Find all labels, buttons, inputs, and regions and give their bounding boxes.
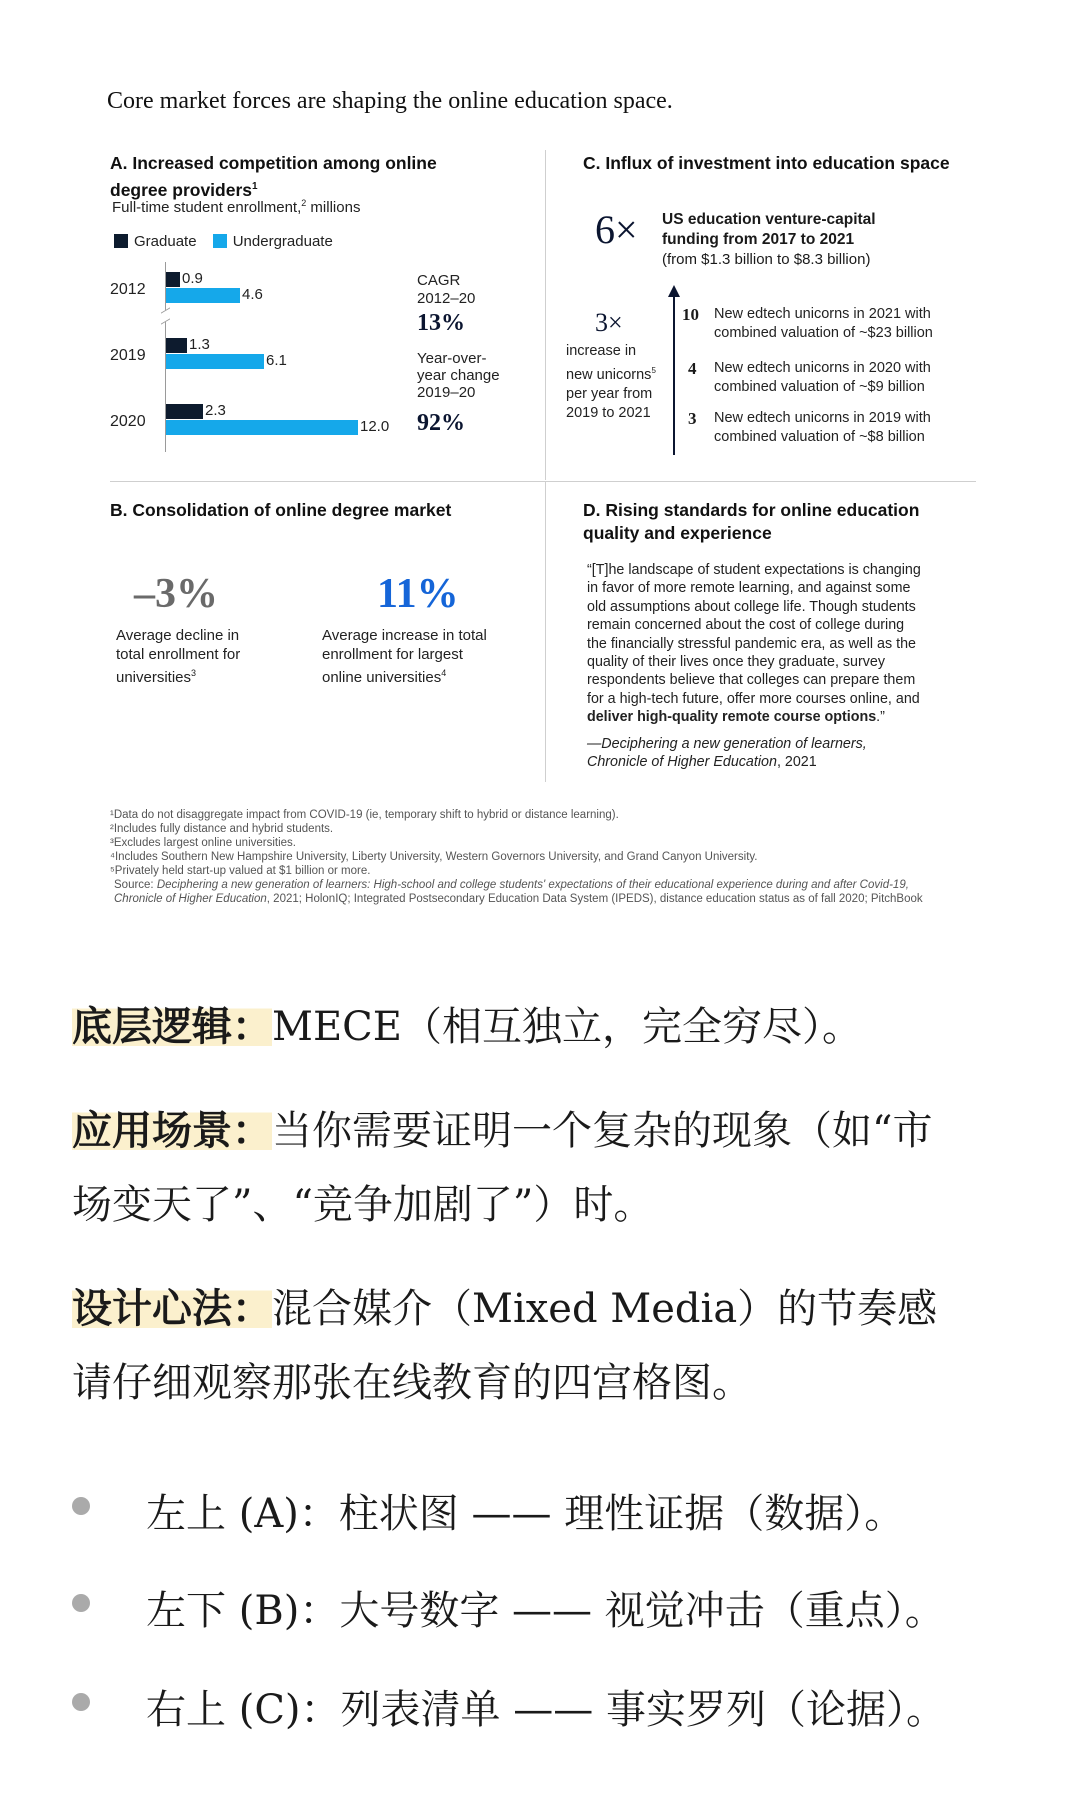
data-label: 0.9 <box>182 270 203 287</box>
panel-b-title: B. Consolidation of online degree market <box>110 500 452 520</box>
panel-a-title <box>110 152 540 202</box>
stat-increase-line3: online universities <box>322 669 442 686</box>
panel-d-title-line2: quality and experience <box>583 523 772 543</box>
source-label: Source: <box>114 879 157 891</box>
footnote-ref: 2 <box>301 198 307 208</box>
item-text <box>714 359 931 397</box>
legend-swatch-graduate <box>114 234 128 248</box>
item-line1: New edtech unicorns in 2021 with <box>714 306 931 322</box>
legend-item-undergraduate <box>213 233 333 250</box>
item-number: 10 <box>682 305 699 324</box>
quote-attribution <box>587 735 921 772</box>
note-label: 底层逻辑： <box>72 1003 272 1050</box>
headline-value: 6× <box>595 207 638 252</box>
divider-vertical-top <box>545 150 546 480</box>
divider-horizontal <box>110 481 976 482</box>
stat-increase-label <box>322 626 487 687</box>
note-text: MECE（相互独立，完全穷尽）。 <box>272 1004 862 1050</box>
bar-graduate-2020 <box>166 404 203 419</box>
quote-line: for a high-tech future, offer more courses online, and <box>587 690 920 707</box>
footnote-ref: 5 <box>651 366 656 375</box>
quote-emphasis: deliver high-quality remote course options <box>587 709 877 726</box>
footnote: ²Includes fully distance and hybrid students. <box>110 823 334 835</box>
data-label: 1.3 <box>189 336 210 353</box>
item-line2: combined valuation of ~$9 billion <box>714 379 925 395</box>
yoy-label-line1: Year-over- <box>417 350 487 367</box>
source-publication: Chronicle of Higher Education <box>114 893 267 905</box>
quote-line: old assumptions about college life. Though students <box>587 598 916 615</box>
note-text: 混合媒介（Mixed Media）的节奏感 <box>272 1286 938 1332</box>
headline-line2: funding from 2017 to 2021 <box>662 231 855 248</box>
panel-a-title-line2: degree providers <box>110 179 252 200</box>
item-text <box>714 409 931 447</box>
item-line1: New edtech unicorns in 2020 with <box>714 360 931 376</box>
panel-c-title: C. Influx of investment into education space <box>583 153 950 173</box>
quote-line: the financially stressful pandemic era, as well as the <box>587 635 916 652</box>
legend-label: Undergraduate <box>232 233 333 250</box>
data-label: 2.3 <box>205 402 226 419</box>
stat-decline-label <box>116 626 240 687</box>
note-text: 场变天了”、“竞争加剧了”）时。 <box>72 1182 654 1228</box>
legend-label: Graduate <box>134 233 197 250</box>
cagr-period: 2012–20 <box>417 290 476 307</box>
cagr-label: CAGR <box>417 272 461 289</box>
item-text <box>714 305 933 343</box>
item-line1: New edtech unicorns in 2019 with <box>714 410 931 426</box>
side-value: 3× <box>595 308 623 337</box>
side-text <box>566 342 656 423</box>
item-number: 4 <box>688 359 697 378</box>
headline-line1: US education venture-capital <box>662 211 876 228</box>
bar-undergraduate-2012 <box>166 288 240 303</box>
source-rest: , 2021; HolonIQ; Integrated Postsecondary Education Data System (IPEDS), distance education status as of fall 2020; PitchBook <box>266 893 923 905</box>
quote-line: quality of their lives once they graduate, survey <box>587 654 886 671</box>
bar-undergraduate-2019 <box>166 354 264 369</box>
panel-a-title-line1: A. Increased competition among online <box>110 153 437 173</box>
bullet-dot <box>72 1497 90 1515</box>
chart-legend <box>114 233 333 250</box>
source-line1 <box>110 878 923 892</box>
footnote-ref: 4 <box>441 668 447 678</box>
category-label: 2020 <box>110 413 146 430</box>
category-label: 2012 <box>110 281 146 298</box>
footnote-ref: 1 <box>252 181 258 192</box>
figure-title: Core market forces are shaping the online education space. <box>107 88 673 114</box>
stat-increase-value: 11% <box>377 571 459 617</box>
bullet-item: 左下 (B)：大号数字 —— 视觉冲击（重点）。 <box>146 1588 945 1634</box>
stat-increase-line1: Average increase in total <box>322 627 487 644</box>
attribution-publication: Chronicle of Higher Education <box>587 754 777 771</box>
divider-vertical-bottom <box>545 482 546 782</box>
legend-swatch-undergraduate <box>213 234 227 248</box>
footnote: ⁵Privately held start-up valued at $1 billion or more. <box>110 865 371 877</box>
side-line1: increase in <box>566 343 637 359</box>
up-arrow-icon <box>668 285 680 455</box>
bar-graduate-2012 <box>166 272 180 287</box>
subtitle-text: Full-time student enrollment, <box>112 199 302 216</box>
category-label: 2019 <box>110 347 146 364</box>
footnote: ⁴Includes Southern New Hampshire University, Liberty University, Western Governors University, and Grand Canyon University. <box>110 851 758 863</box>
stat-increase-line2: enrollment for largest <box>322 646 463 663</box>
legend-item-graduate <box>114 233 197 250</box>
note-label: 设计心法： <box>72 1285 272 1332</box>
panel-d-title-line1: D. Rising standards for online education <box>583 500 920 520</box>
quote-block <box>587 561 921 771</box>
bullet-dot <box>72 1693 90 1711</box>
attribution-year: , 2021 <box>776 754 817 771</box>
quote-line: respondents believe that colleges can prepare them <box>587 672 916 689</box>
note-logic <box>72 990 1012 1064</box>
cagr-value: 13% <box>417 310 465 336</box>
yoy-value: 92% <box>417 410 465 436</box>
side-line3: per year from <box>566 385 653 402</box>
data-label: 6.1 <box>266 352 287 369</box>
yoy-label <box>417 350 500 401</box>
data-label: 4.6 <box>242 286 263 303</box>
attribution-line1: —Deciphering a new generation of learners, <box>587 735 867 752</box>
panel-d-title <box>583 499 919 545</box>
note-design <box>72 1272 1012 1420</box>
bar-graduate-2019 <box>166 338 187 353</box>
note-text: 当你需要证明一个复杂的现象（如“市 <box>272 1108 933 1154</box>
quote-line-last <box>587 708 921 726</box>
note-text: 请仔细观察那张在线教育的四宫格图。 <box>72 1360 752 1406</box>
side-line2: new unicorns <box>566 366 652 383</box>
bullet-item: 右上 (C)：列表清单 —— 事实罗列（论据）。 <box>146 1687 946 1733</box>
side-line4: 2019 to 2021 <box>566 404 651 421</box>
source-title: Deciphering a new generation of learners: High-school and college students' expectations of their educational experience during and after Covid-19, <box>156 879 909 891</box>
note-scenario <box>72 1094 1012 1242</box>
headline-line3: (from $1.3 billion to $8.3 billion) <box>662 251 871 268</box>
stat-decline-line1: Average decline in <box>116 627 240 644</box>
panel-a-subtitle <box>112 198 360 216</box>
enrollment-bar-chart <box>100 262 420 462</box>
item-line2: combined valuation of ~$8 billion <box>714 429 925 445</box>
note-label: 应用场景： <box>72 1107 272 1154</box>
quote-line: remain concerned about the cost of college during <box>587 617 905 634</box>
bar-undergraduate-2020 <box>166 420 358 435</box>
quote-end: .” <box>876 709 885 726</box>
bullet-dot <box>72 1594 90 1612</box>
headline-text <box>662 210 876 270</box>
footnotes <box>110 808 923 906</box>
item-number: 3 <box>688 409 697 428</box>
source-line2 <box>110 892 923 906</box>
stat-decline-line2: total enrollment for <box>116 646 241 663</box>
footnote: ³Excludes largest online universities. <box>110 837 297 849</box>
subtitle-unit: millions <box>306 199 361 216</box>
item-line2: combined valuation of ~$23 billion <box>714 325 933 341</box>
footnote-ref: 3 <box>191 668 197 678</box>
quote-line: in favor of more remote learning, and against some <box>587 580 911 597</box>
bullet-item: 左上 (A)：柱状图 —— 理性证据（数据）。 <box>146 1491 905 1537</box>
yoy-period: 2019–20 <box>417 384 476 401</box>
data-label: 12.0 <box>360 418 390 435</box>
stat-decline-value: –3% <box>134 571 218 617</box>
footnote: ¹Data do not disaggregate impact from COVID-19 (ie, temporary shift to hybrid or distance learning). <box>110 809 619 821</box>
yoy-label-line2: year change <box>417 367 500 384</box>
quote-line: “[T]he landscape of student expectations is changing <box>587 562 921 578</box>
stat-decline-line3: universities <box>116 669 192 686</box>
